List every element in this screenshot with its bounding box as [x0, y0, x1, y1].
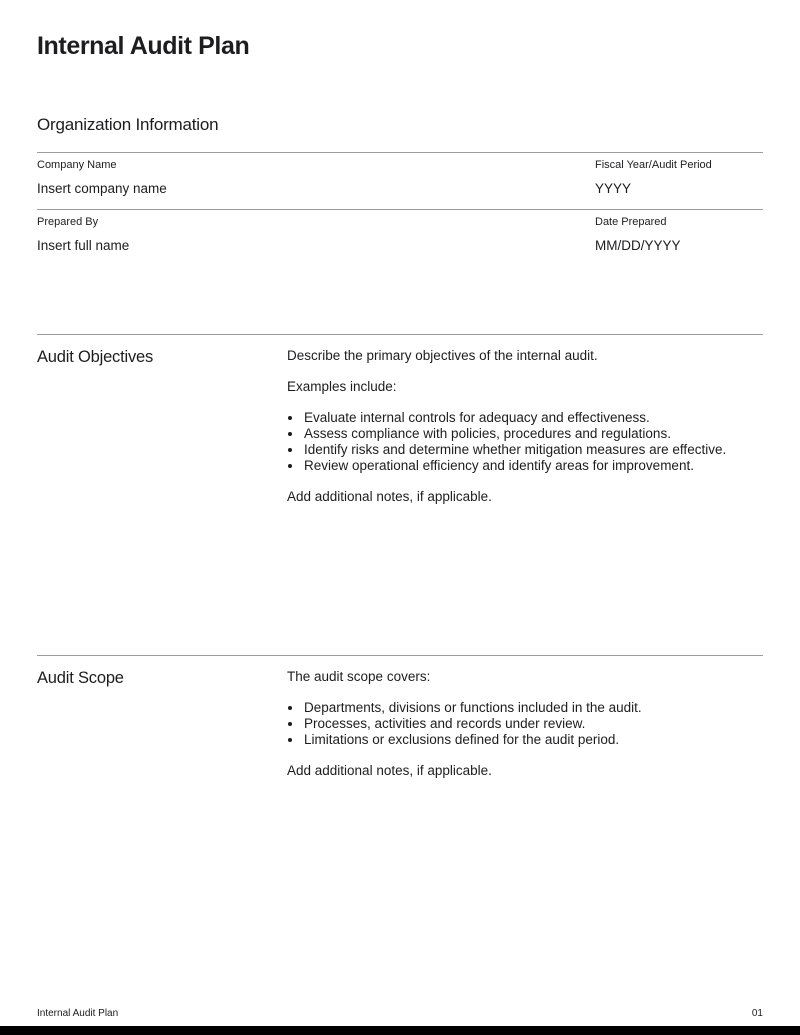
audit-scope-body: [287, 669, 763, 779]
page-title: Internal Audit Plan: [37, 32, 250, 60]
list-item: • Identify risks and determine whether mitigation measures are effective.: [303, 442, 763, 458]
field-prepared-by: [37, 215, 595, 254]
list-item: • Departments, divisions or functions included in the audit.: [303, 700, 763, 716]
field-value-prepared-by[interactable]: Insert full name: [37, 237, 130, 253]
audit-scope-intro: The audit scope covers:: [287, 668, 431, 684]
field-company-name: [37, 158, 595, 197]
audit-scope-heading: Audit Scope: [37, 668, 124, 687]
section-audit-objectives: [37, 334, 763, 655]
org-info-table: [37, 152, 763, 266]
footer-document-title: Internal Audit Plan: [37, 1008, 119, 1019]
org-info-row-1: [37, 152, 763, 209]
field-label-date-prepared: Date Prepared: [595, 215, 667, 228]
section-audit-scope: [37, 655, 763, 779]
field-label-fiscal-year: Fiscal Year/Audit Period: [595, 158, 712, 171]
audit-objectives-intro: Describe the primary objectives of the internal audit.: [287, 347, 598, 363]
field-value-date-prepared[interactable]: MM/DD/YYYY: [595, 237, 681, 253]
audit-scope-outro: Add additional notes, if applicable.: [287, 762, 492, 778]
org-info-heading: Organization Information: [37, 115, 219, 135]
field-value-fiscal-year[interactable]: YYYY: [595, 180, 632, 196]
audit-objectives-heading: Audit Objectives: [37, 347, 154, 366]
footer-page-number: 01: [751, 1008, 763, 1019]
audit-objectives-body: [287, 348, 763, 655]
field-date-prepared: [595, 215, 763, 254]
audit-scope-list: [287, 700, 763, 748]
audit-objectives-subintro: Examples include:: [287, 378, 397, 394]
org-info-row-2: [37, 209, 763, 266]
field-label-company-name: Company Name: [37, 158, 117, 171]
audit-objectives-outro: Add additional notes, if applicable.: [287, 488, 492, 504]
field-fiscal-year: [595, 158, 763, 197]
list-item: • Processes, activities and records under review.: [303, 716, 763, 732]
list-item: • Evaluate internal controls for adequacy and effectiveness.: [303, 410, 763, 426]
list-item: • Assess compliance with policies, procedures and regulations.: [303, 426, 763, 442]
page-footer: [37, 1008, 763, 1020]
bottom-edge-bar: [0, 1026, 800, 1035]
list-item: • Review operational efficiency and identify areas for improvement.: [303, 458, 763, 474]
audit-objectives-list: [287, 410, 763, 474]
list-item: • Limitations or exclusions defined for the audit period.: [303, 732, 763, 748]
field-label-prepared-by: Prepared By: [37, 215, 99, 228]
field-value-company-name[interactable]: Insert company name: [37, 180, 167, 196]
